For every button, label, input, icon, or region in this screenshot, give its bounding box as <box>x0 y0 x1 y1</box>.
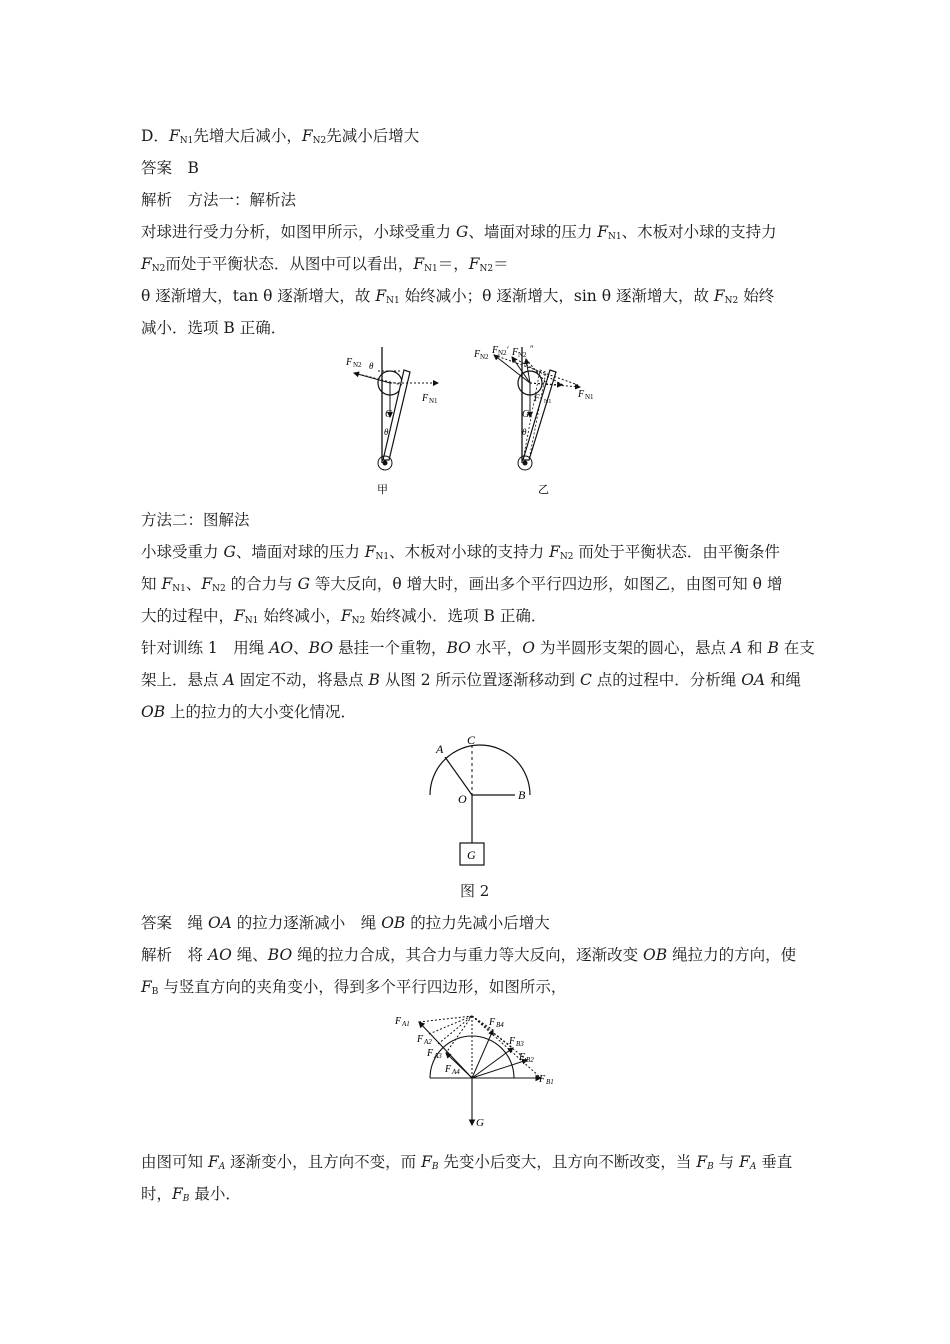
label-theta-top: θ <box>369 361 374 371</box>
label-fa2: F <box>417 1034 424 1045</box>
answer-line: 答案 B <box>141 159 199 177</box>
label-g: G <box>522 409 530 420</box>
figure-2 <box>420 735 550 870</box>
force-diagram <box>393 1010 563 1135</box>
paragraph-line: 解析 将 AO 绳、BO 绳的拉力合成，其合力与重力等大反向，逐渐改变 OB 绳拉力的方向，使 <box>141 946 797 964</box>
label-fb1-sub: B1 <box>546 1078 554 1086</box>
paragraph-line: 架上．悬点 A 固定不动，将悬点 B 从图 2 所示位置逐渐移动到 C 点的过程中．分析绳 OA 和绳 <box>141 671 802 689</box>
caption-jia: 甲 <box>377 484 388 496</box>
label-g: G <box>476 1117 484 1129</box>
label-fb1: F <box>539 1074 546 1085</box>
label-g: G <box>385 409 393 420</box>
label-fa4-sub: A4 <box>452 1068 460 1076</box>
label-fn1: F <box>422 393 429 404</box>
label-fa1-sub: A1 <box>402 1020 410 1028</box>
paragraph-line: 知 $F_{N1}$、$F_{N2}$ 的合力与 G 等大反向，θ 增大时，画出多个平行四边形，如图乙，由图可知 θ 增 <box>141 575 783 594</box>
figure-yi <box>468 345 618 500</box>
paragraph-line: 针对训练 1 用绳 AO、BO 悬挂一个重物，BO 水平，O 为半圆形支架的圆心，悬点 A 和 B 在支 <box>141 639 815 657</box>
method2-heading: 方法二：图解法 <box>141 511 250 529</box>
label-fn2: F <box>474 349 481 360</box>
label-fn1: F <box>578 389 585 400</box>
paragraph-line: 对球进行受力分析，如图甲所示，小球受重力 G、墙面对球的压力 $F_{N1}$、木板对小球的支持力 <box>141 223 777 242</box>
label-c: C <box>467 733 476 747</box>
label-fn1-sub: N1 <box>429 397 438 405</box>
label-theta: θ <box>522 427 527 437</box>
label-fb4-sub: B4 <box>496 1021 504 1029</box>
figure-jia <box>340 345 470 500</box>
option-d: D．$F_{N1}$先增大后减小，$F_{N2}$先减小后增大 <box>141 127 420 146</box>
label-prime-mark: ′ <box>507 345 509 355</box>
label-fn2-dprime-sub: N2 <box>518 351 527 359</box>
label-fn2: F <box>346 357 353 368</box>
paragraph-line: 小球受重力 G、墙面对球的压力 $F_{N1}$、木板对小球的支持力 $F_{N2}$ 而处于平衡状态．由平衡条件 <box>141 543 780 562</box>
label-fb4: F <box>489 1017 496 1028</box>
label-fn2-prime: F <box>492 345 499 356</box>
answer-line-2: 答案 绳 OA 的拉力逐渐减小 绳 OB 的拉力先减小后增大 <box>141 914 550 932</box>
paragraph-line: $F_B$ 与竖直方向的夹角变小，得到多个平行四边形，如图所示， <box>141 978 567 997</box>
label-fn1-sub: N1 <box>585 393 594 401</box>
label-fb2-sub: B2 <box>526 1056 534 1064</box>
label-fb3-sub: B3 <box>516 1040 524 1048</box>
figure-2-caption: 图 2 <box>460 882 490 900</box>
label-fb2: F <box>519 1052 526 1063</box>
caption-yi: 乙 <box>538 484 549 496</box>
label-fn1-prime: F <box>534 393 540 403</box>
label-fa1: F <box>395 1016 402 1027</box>
label-fb3: F <box>509 1036 516 1047</box>
paragraph-line: OB 上的拉力的大小变化情况． <box>141 703 357 721</box>
label-dprime-mark: ″ <box>530 344 534 354</box>
label-fn2-dprime: F <box>512 347 519 358</box>
paragraph-line: $F_{N2}$而处于平衡状态．从图中可以看出，$F_{N1}=$，$F_{N2}=$ <box>141 255 509 274</box>
label-fa3: F <box>427 1048 434 1059</box>
paragraph-line: 时，$F_B$ 最小． <box>141 1185 241 1204</box>
label-theta-bottom: θ <box>384 427 389 437</box>
label-fn2-sub: N2 <box>353 361 362 369</box>
label-b: B <box>518 788 526 802</box>
analysis-heading: 解析 方法一：解析法 <box>141 191 297 209</box>
label-fa2-sub: A2 <box>424 1038 432 1046</box>
label-fa3-sub: A3 <box>434 1052 442 1060</box>
label-fa4: F <box>445 1064 452 1075</box>
label-fn2-sub: N2 <box>480 353 489 361</box>
label-g: G <box>467 848 476 862</box>
label-o: O <box>458 792 467 806</box>
paragraph-line: 大的过程中，$F_{N1}$ 始终减小，$F_{N2}$ 始终减小．选项 B 正确． <box>141 607 547 626</box>
paragraph-line: θ 逐渐增大，tan θ 逐渐增大，故 $F_{N1}$ 始终减小；θ 逐渐增大，sin θ 逐渐增大，故 $F_{N2}$ 始终 <box>141 287 775 306</box>
label-fn2-prime-sub: N2 <box>498 349 507 357</box>
paragraph-line: 减小．选项 B 正确． <box>141 319 287 337</box>
paragraph-line: 由图可知 $F_A$ 逐渐变小，且方向不变，而 $F_B$ 先变小后变大，且方向不断改变，当 $F_B$ 与 $F_A$ 垂直 <box>141 1153 793 1172</box>
label-a: A <box>436 742 444 756</box>
label-fn1-prime-sub: N1 <box>544 399 552 405</box>
